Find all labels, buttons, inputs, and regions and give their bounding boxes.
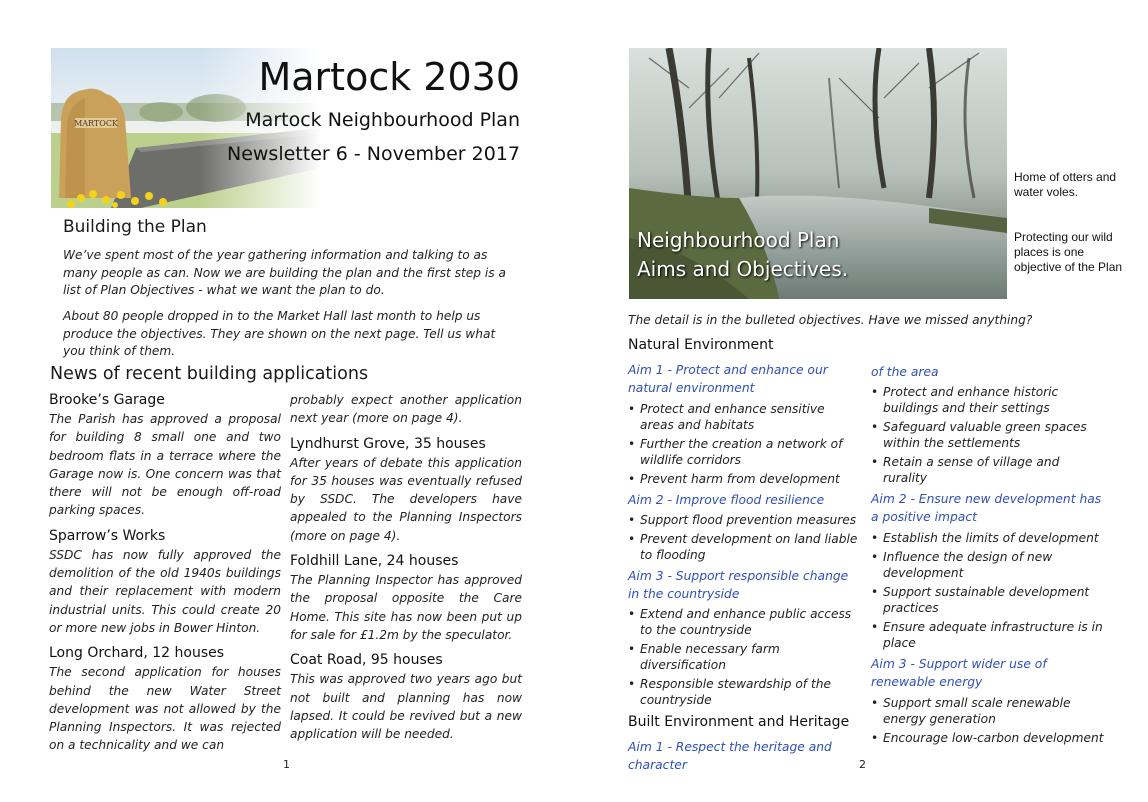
aim-title-end: of the area <box>871 365 939 379</box>
news-item-text: The second application for houses behind the new Water Street development was not allowed by the Planning Inspectors. It was rejected on a technicality and we can <box>49 665 281 753</box>
aim-bullet: • Enable necessary farm diversification <box>628 641 862 673</box>
aim-bullet: • Ensure adequate infrastructure is in place <box>871 619 1105 651</box>
aim-bullet-list <box>628 512 862 563</box>
aim-title: Aim 2 - Ensure new development has a positive impact <box>871 492 1102 524</box>
photo-caption-line-2: Aims and Objectives. <box>637 257 849 281</box>
newsletter-title: Martock 2030 <box>258 55 520 99</box>
aim-bullet: • Extend and enhance public access to the countryside <box>628 606 862 638</box>
aim-bullet: • Establish the limits of development <box>871 530 1105 546</box>
aim-title: Aim 1 - Protect and enhance our natural environment <box>628 363 828 395</box>
aim-title: Aim 3 - Support responsible change in the countryside <box>628 569 849 601</box>
aim-bullet-list <box>628 401 862 487</box>
natural-environment-heading: Natural Environment <box>628 337 774 353</box>
aims-right-column <box>871 363 1105 749</box>
side-note-protecting: Protecting our wild places is one objective of the Plan <box>1014 230 1123 274</box>
news-item-heading: Foldhill Lane, 24 houses <box>290 553 459 570</box>
aim-bullet: • Protect and enhance historic buildings and their settings <box>871 384 1105 416</box>
photo-caption <box>637 226 848 284</box>
aim-bullet: • Responsible stewardship of the countryside <box>628 676 862 708</box>
page-number-1: 1 <box>283 758 290 771</box>
aim-bullet-list <box>871 530 1105 651</box>
news-heading: News of recent building applications <box>50 364 369 384</box>
news-item-text: After years of debate this application for 35 houses was eventually refused by SSDC. The developers have appealed to the Planning Inspectors (more on page 4). <box>290 455 522 543</box>
aims-left-column <box>628 361 862 774</box>
intro-paragraph-2: About 80 people dropped in to the Market Hall last month to help us produce the objectives. They are shown on the next page. Tell us what you think of them. <box>63 309 496 358</box>
aim-bullet-list <box>871 384 1105 486</box>
news-item-heading: Coat Road, 95 houses <box>290 652 443 669</box>
aim-bullet: • Prevent harm from development <box>628 471 862 487</box>
aim-title-start: Aim 1 - Respect the heritage and character <box>628 740 832 772</box>
aim-title: Aim 2 - Improve flood resilience <box>628 493 825 507</box>
building-plan-heading: Building the Plan <box>63 217 207 237</box>
river-photo <box>629 48 1007 299</box>
built-environment-heading: Built Environment and Heritage <box>628 714 850 730</box>
aim-bullet: • Prevent development on land liable to flooding <box>628 531 862 563</box>
news-item-heading: Long Orchard, 12 houses <box>49 645 225 662</box>
aim-bullet-list <box>871 695 1105 746</box>
aim-bullet: • Encourage low-carbon development <box>871 730 1105 746</box>
aim-bullet: • Influence the design of new development <box>871 549 1105 581</box>
news-right-column <box>290 391 522 743</box>
page-number-2: 2 <box>859 758 866 771</box>
newsletter-subtitle: Martock Neighbourhood Plan <box>245 109 520 131</box>
newsletter-issue: Newsletter 6 - November 2017 <box>226 143 520 165</box>
aim-bullet: • Safeguard valuable green spaces within the settlements <box>871 419 1105 451</box>
aim-bullet: • Retain a sense of village and rurality <box>871 454 1105 486</box>
aim-bullet: • Further the creation a network of wildlife corridors <box>628 436 862 468</box>
aim-bullet: • Protect and enhance sensitive areas and habitats <box>628 401 862 433</box>
news-left-column <box>49 390 281 755</box>
news-item-text: SSDC has now fully approved the demolition of the old 1940s buildings and their replacement with modern industrial units. This could create 20 or more new jobs in Bower Hinton. <box>49 547 281 635</box>
detail-line: The detail is in the bulleted objectives. Have we missed anything? <box>628 313 1033 327</box>
aim-bullet: • Support small scale renewable energy generation <box>871 695 1105 727</box>
news-item-heading: Brooke’s Garage <box>49 392 165 408</box>
news-item-heading: Lyndhurst Grove, 35 houses <box>290 435 486 452</box>
aim-bullet: • Support sustainable development practices <box>871 584 1105 616</box>
news-item-continuation: probably expect another application next year (more on page 4). <box>290 393 522 426</box>
photo-caption-line-1: Neighbourhood Plan <box>637 228 840 252</box>
aim-bullet: • Support flood prevention measures <box>628 512 862 528</box>
aim-title: Aim 3 - Support wider use of renewable energy <box>871 657 1047 689</box>
news-item-text: The Planning Inspector has approved the proposal opposite the Care Home. This site has now been put up for sale for £1.2m by the speculator. <box>290 573 522 642</box>
news-item-heading: Sparrow’s Works <box>49 527 166 544</box>
side-note-otters: Home of otters and water voles. <box>1014 170 1117 199</box>
news-item-text: The Parish has approved a proposal for building 8 small one and two bedroom flats in a terrace where the Garage now is. One concern was that there will not be enough off-road parking spaces. <box>49 412 281 518</box>
news-item-text: This was approved two years ago but not built and planning has now lapsed. It could be revived but a new application will be needed. <box>290 672 522 742</box>
intro-paragraph-1: We’ve spent most of the year gathering information and talking to as many people as can. Now we are building the plan and the first step is a list of Plan Objectives - what we want the plan to do. <box>63 248 506 297</box>
aim-bullet-list <box>628 606 862 708</box>
